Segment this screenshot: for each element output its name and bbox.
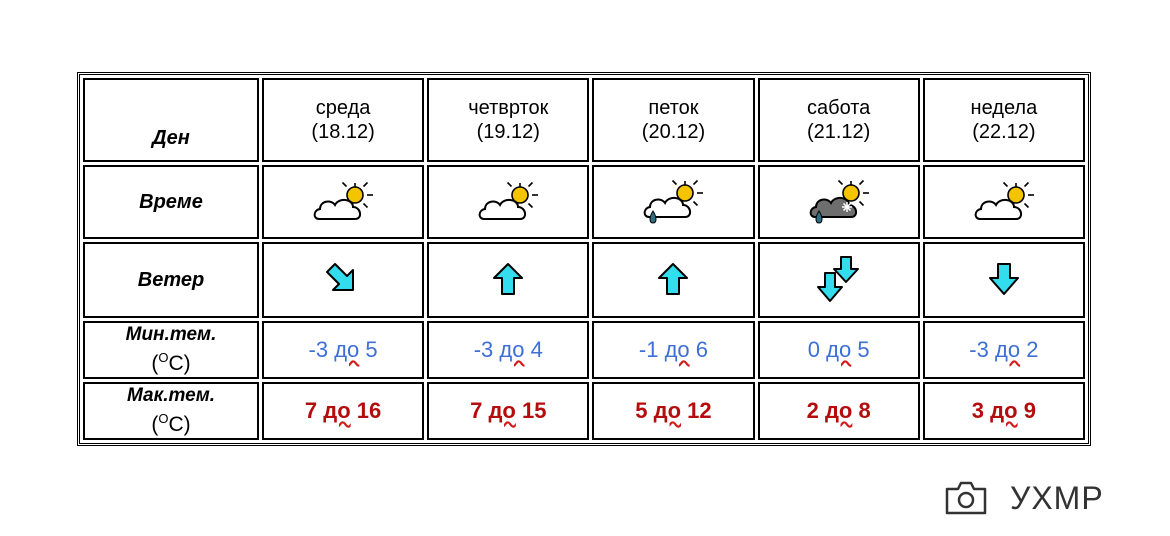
photo-credit — [944, 478, 1104, 518]
partly-cloudy-rain-icon — [641, 177, 705, 227]
wind-row — [83, 242, 1085, 318]
day-row — [83, 78, 1085, 162]
min-temp-cell: -3 до 2 — [923, 321, 1085, 379]
weather-cell — [592, 165, 754, 239]
partly-cloudy-icon — [476, 179, 540, 225]
wind-cell — [923, 242, 1085, 318]
weather-row — [83, 165, 1085, 239]
day-row-label: Ден — [83, 78, 259, 162]
cloudy-rain-snow-icon — [807, 177, 871, 227]
max-temp-cell: 7 до 16 — [262, 382, 424, 440]
weather-cell — [262, 165, 424, 239]
min-temp-row — [83, 321, 1085, 379]
weather-row-label: Време — [83, 165, 259, 239]
wind-cell — [427, 242, 589, 318]
wind-row-label: Ветер — [83, 242, 259, 318]
day-cell: недела (22.12) — [923, 78, 1085, 162]
weather-cell — [427, 165, 589, 239]
min-temp-cell: 0 до 5 — [758, 321, 920, 379]
day-cell: сабота (21.12) — [758, 78, 920, 162]
double-arrow-down-icon — [811, 255, 867, 305]
max-temp-row — [83, 382, 1085, 440]
min-temp-cell: -3 до 4 — [427, 321, 589, 379]
day-cell: четврток (19.12) — [427, 78, 589, 162]
wind-cell — [592, 242, 754, 318]
forecast-table — [77, 72, 1091, 446]
arrow-down-right-icon — [323, 260, 363, 300]
min-temp-cell: -3 до 5 — [262, 321, 424, 379]
max-temp-cell: 3 до 9 — [923, 382, 1085, 440]
partly-cloudy-icon — [972, 179, 1036, 225]
photo-source: УХМР — [1010, 479, 1104, 516]
partly-cloudy-icon — [311, 179, 375, 225]
arrow-up-icon — [488, 260, 528, 300]
weather-cell — [758, 165, 920, 239]
day-cell: петок (20.12) — [592, 78, 754, 162]
max-temp-cell: 5 до 12 — [592, 382, 754, 440]
arrow-up-icon — [653, 260, 693, 300]
max-temp-cell: 2 до 8 — [758, 382, 920, 440]
wind-cell — [262, 242, 424, 318]
weather-cell — [923, 165, 1085, 239]
min-temp-cell: -1 до 6 — [592, 321, 754, 379]
arrow-down-icon — [984, 260, 1024, 300]
min-temp-row-label: Мин.тем. ($^O$C) — [83, 321, 259, 379]
camera-icon — [944, 480, 988, 516]
max-temp-row-label: Мак.тем. ($^O$C) — [83, 382, 259, 440]
day-cell: среда (18.12) — [262, 78, 424, 162]
wind-cell — [758, 242, 920, 318]
max-temp-cell: 7 до 15 — [427, 382, 589, 440]
